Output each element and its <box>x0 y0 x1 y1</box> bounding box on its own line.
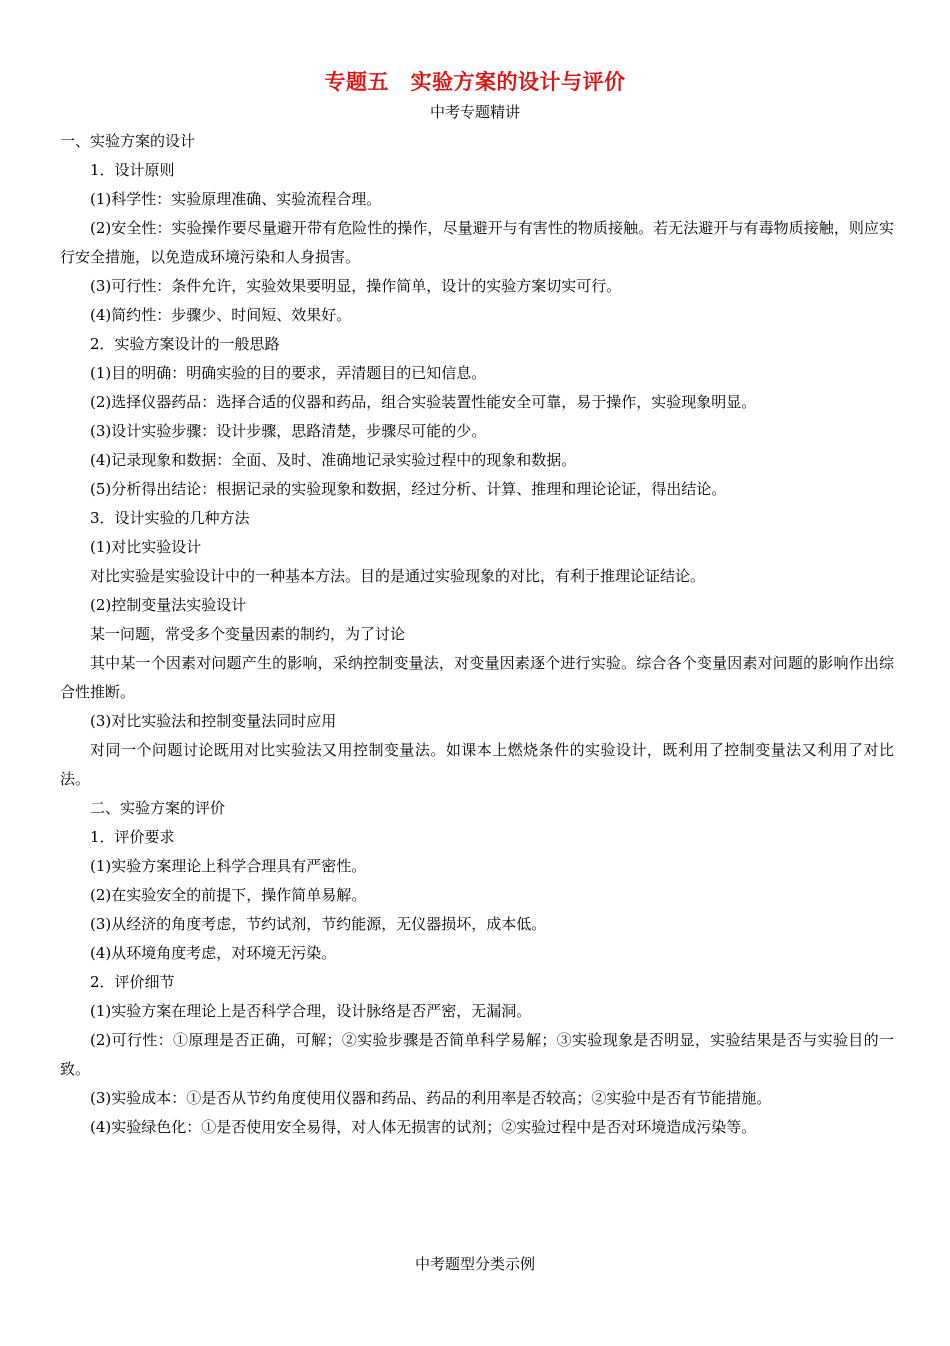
paragraph: (2)可行性：①原理是否正确，可解；②实验步骤是否简单科学易解；③实验现象是否明显，实验结果是否与实验目的一致。 <box>60 1031 894 1078</box>
paragraph: 某一问题，常受多个变量因素的制约，为了讨论 <box>90 625 406 643</box>
list-item: (2)选择仪器药品：选择合适的仪器和药品，组合实验装置性能安全可靠，易于操作，实验现象明显。 <box>90 393 757 411</box>
list-item: (1)科学性：实验原理准确、实验流程合理。 <box>90 190 382 208</box>
list-item: (4)简约性：步骤少、时间短、效果好。 <box>90 306 352 324</box>
list-item: (3)实验成本：①是否从节约角度使用仪器和药品、药品的利用率是否较高；②实验中是否有节能措施。 <box>90 1089 772 1107</box>
section-heading: 二、实验方案的评价 <box>90 799 226 817</box>
list-item: (1)实验方案理论上科学合理具有严密性。 <box>90 857 367 875</box>
list-item: (3)对比实验法和控制变量法同时应用 <box>90 712 337 730</box>
list-item: (1)目的明确：明确实验的目的要求，弄清题目的已知信息。 <box>90 364 487 382</box>
subsection-heading: 2．实验方案设计的一般思路 <box>90 335 280 353</box>
section-footer-heading: 中考题型分类示例 <box>414 1255 535 1273</box>
paragraph: 对比实验是实验设计中的一种基本方法。目的是通过实验现象的对比，有利于推理论证结论。 <box>90 567 706 585</box>
list-item: (3)可行性：条件允许，实验效果要明显，操作简单，设计的实验方案切实可行。 <box>90 277 622 295</box>
list-item: (4)记录现象和数据：全面、及时、准确地记录实验过程中的现象和数据。 <box>90 451 577 469</box>
list-item: (1)对比实验设计 <box>90 538 202 556</box>
subsection-heading: 2．评价细节 <box>90 973 175 991</box>
subsection-heading: 1．设计原则 <box>90 161 175 179</box>
list-item: (2)在实验安全的前提下，操作简单易解。 <box>90 886 367 904</box>
list-item: (3)设计实验步骤：设计步骤，思路清楚，步骤尽可能的少。 <box>90 422 487 440</box>
list-item: (4)从环境角度考虑，对环境无污染。 <box>90 944 337 962</box>
list-item: (2)控制变量法实验设计 <box>90 596 247 614</box>
paragraph: (2)安全性：实验操作要尽量避开带有危险性的操作，尽量避开与有害性的物质接触。若无法避开与有毒物质接触，则应实行安全措施，以免造成环境污染和人身损害。 <box>60 219 894 266</box>
page-title: 专题五 实验方案的设计与评价 <box>324 69 626 94</box>
document-body <box>60 127 894 1142</box>
page-subtitle: 中考专题精讲 <box>429 103 520 121</box>
section-heading: 一、实验方案的设计 <box>60 132 196 150</box>
list-item: (3)从经济的角度考虑，节约试剂，节约能源，无仪器损坏，成本低。 <box>90 915 547 933</box>
subsection-heading: 3．设计实验的几种方法 <box>90 509 250 527</box>
subsection-heading: 1．评价要求 <box>90 828 175 846</box>
paragraph: 对同一个问题讨论既用对比实验法又用控制变量法。如课本上燃烧条件的实验设计，既利用了控制变量法又利用了对比法。 <box>60 741 894 788</box>
list-item: (5)分析得出结论：根据记录的实验现象和数据，经过分析、计算、推理和理论论证，得出结论。 <box>90 480 727 498</box>
list-item: (1)实验方案在理论上是否科学合理，设计脉络是否严密，无漏洞。 <box>90 1002 532 1020</box>
paragraph: 其中某一个因素对问题产生的影响，采纳控制变量法，对变量因素逐个进行实验。综合各个变量因素对问题的影响作出综合性推断。 <box>60 654 894 701</box>
list-item: (4)实验绿色化：①是否使用安全易得，对人体无损害的试剂；②实验过程中是否对环境造成污染等。 <box>90 1118 757 1136</box>
